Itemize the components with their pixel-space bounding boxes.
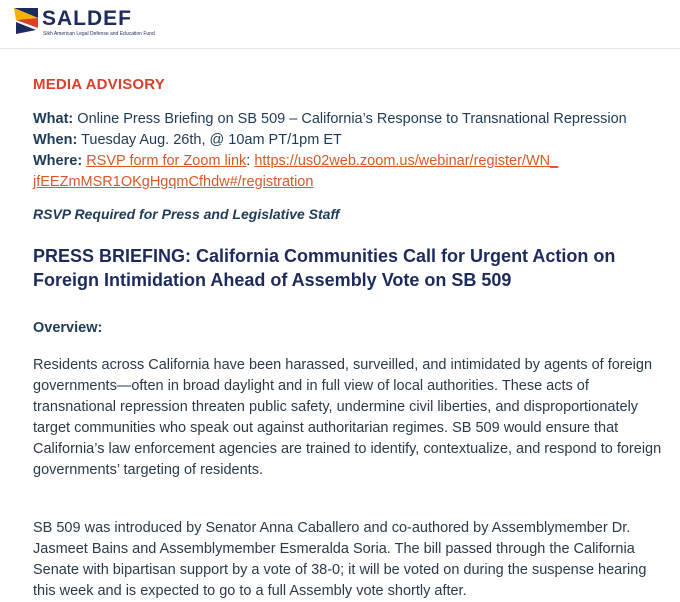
media-advisory-label: MEDIA ADVISORY — [33, 76, 165, 93]
what-value: Online Press Briefing on SB 509 – California’s Response to Transnational Repression — [73, 111, 627, 127]
press-briefing-title: PRESS BRIEFING: California Communities Call for Urgent Action on Foreign Intimidation Ahead of Assembly Vote on SB 509 — [33, 246, 616, 290]
rsvp-form-link[interactable]: RSVP form for Zoom link — [86, 153, 247, 169]
when-label: When: — [33, 132, 78, 148]
when-line — [33, 130, 342, 150]
when-value: Tuesday Aug. 26th, @ 10am PT/1pm ET — [77, 132, 342, 148]
where-label: Where: — [33, 153, 83, 169]
where-colon: : — [246, 153, 255, 169]
what-line — [33, 109, 627, 129]
zoom-registration-link-continued[interactable]: jfEEZmMSR1OKgHgqmCfhdw#/registration — [33, 174, 314, 190]
where-line — [33, 151, 558, 171]
saldef-logo-mark-icon — [12, 6, 40, 36]
what-label: What: — [33, 111, 74, 127]
where-url-continued-line — [33, 172, 313, 192]
zoom-registration-link[interactable]: https://us02web.zoom.us/webinar/register/WN_ — [254, 153, 559, 169]
logo-tagline: Sikh American Legal Defense and Education Fund — [43, 31, 155, 37]
page-header — [0, 0, 680, 49]
overview-paragraph-2: SB 509 was introduced by Senator Anna Caballero and co-authored by Assemblymember Dr. Jasmeet Bains and Assemblymember Esmeralda Soria. The bill passed through the California Senate with bipartisan support by a vote of 38-0; it will be voted on during the suspense hearing this week and is expected to go to a full Assembly vote shortly after. — [33, 520, 647, 599]
overview-paragraph-1: Residents across California have been harassed, surveilled, and intimidated by agents of foreign governments—often in broad daylight and in full view of local authorities. These acts of transnational repression threaten public safety, undermine civil liberties, and disproportionately target communities who speak out against authoritarian regimes. SB 509 would ensure that California’s law enforcement agencies are trained to identify, contextualize, and respond to foreign governments’ targeting of residents. — [33, 357, 662, 478]
rsvp-required-note: RSVP Required for Press and Legislative Staff — [33, 206, 340, 222]
overview-heading: Overview: — [33, 320, 103, 336]
logo-wordmark: SALDEF — [42, 7, 132, 30]
